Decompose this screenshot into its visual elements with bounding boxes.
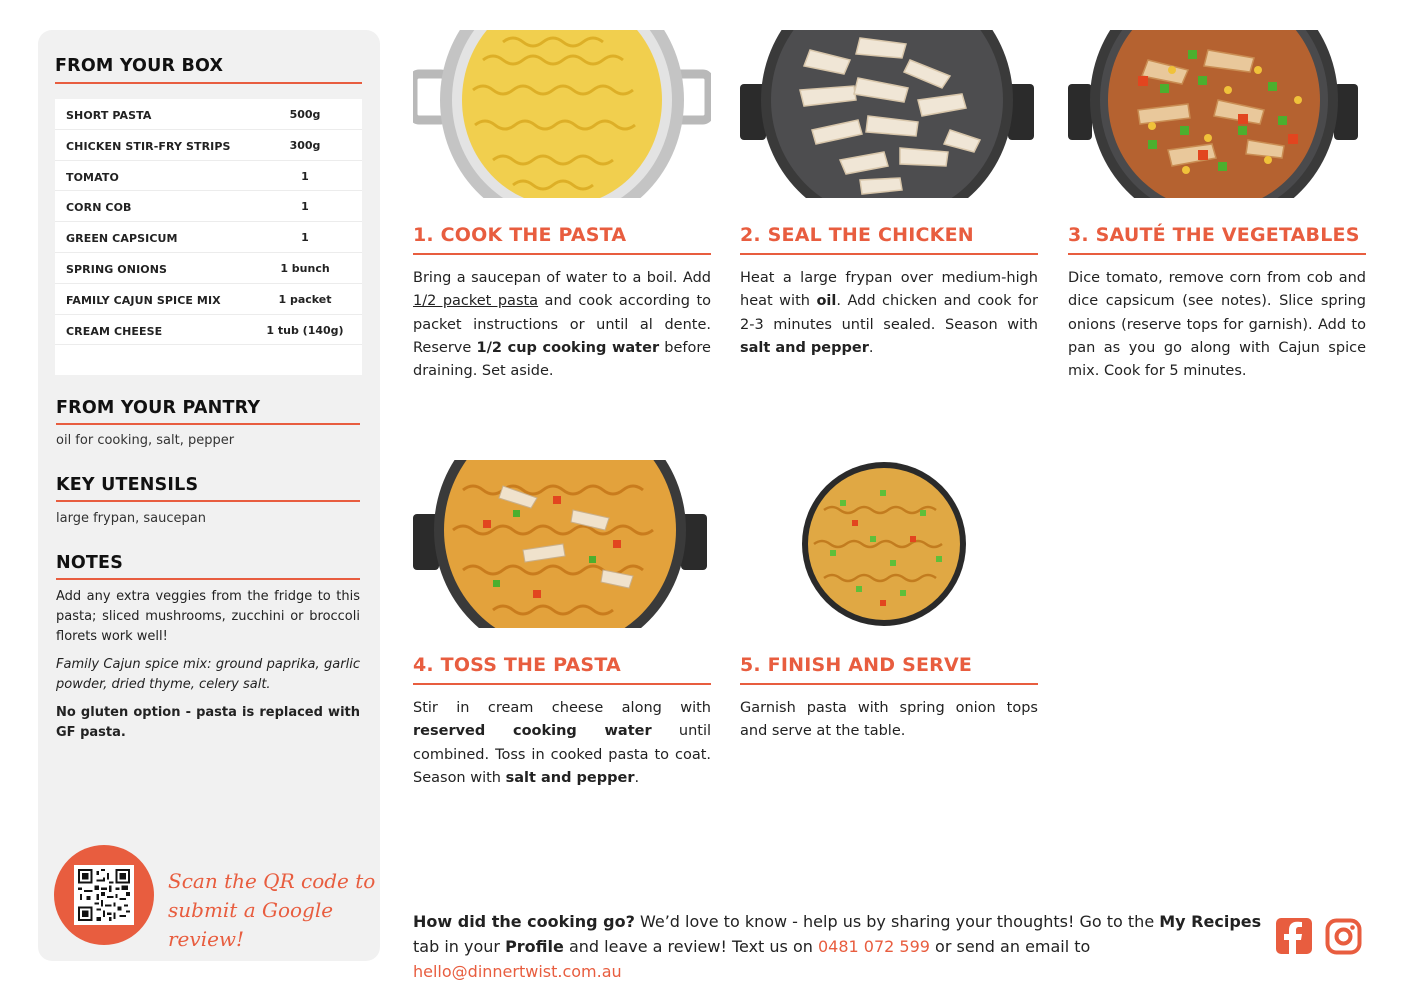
contact-link[interactable]: hello@dinnertwist.com.au	[413, 962, 622, 981]
instagram-icon[interactable]	[1325, 918, 1363, 956]
ingredient-qty: 1	[301, 200, 309, 214]
divider	[56, 500, 360, 502]
bold-text: oil	[816, 293, 837, 310]
ingredient-name: CORN COB	[66, 201, 132, 215]
text-run: or send an email to	[929, 937, 1091, 956]
step-3-instructions	[1068, 267, 1366, 383]
text-run: .	[634, 769, 640, 786]
ingredient-qty: 300g	[289, 138, 321, 152]
step-4-title: 4. TOSS THE PASTA	[413, 654, 621, 676]
divider	[56, 578, 360, 580]
notes-body	[56, 587, 360, 751]
ingredient-row	[55, 99, 362, 130]
qr-caption-line: submit a Google review!	[168, 898, 334, 951]
bold-text: reserved cooking water	[413, 723, 652, 740]
ingredient-name: SHORT PASTA	[66, 109, 152, 122]
bold-text: salt and pepper	[740, 339, 869, 356]
from-your-box-title: FROM YOUR BOX	[55, 56, 224, 76]
text-run: and leave a review! Text us on	[563, 937, 818, 956]
step-5-photo	[740, 460, 1038, 628]
ingredient-row	[55, 315, 362, 346]
text-run: Dice tomato, remove corn from cob and dice capsicum (see notes). Slice spring onions (reserve tops for garnish). Add to pan as you go along with Cajun spice mix. Cook for 5 minutes.	[1068, 270, 1366, 380]
text-run: .	[868, 339, 874, 356]
ingredient-row	[55, 253, 362, 284]
divider	[1068, 253, 1366, 255]
divider	[413, 683, 711, 685]
key-utensils-title: KEY UTENSILS	[56, 475, 199, 495]
text-run: We’d love to know - help us by sharing your thoughts! Go to the	[634, 912, 1160, 931]
notes-title: NOTES	[56, 553, 124, 573]
underlined-text: 1/2 packet pasta	[413, 293, 539, 310]
qr-caption-line: Scan the QR code to	[168, 869, 376, 893]
pantry-items: oil for cooking, salt, pepper	[56, 433, 235, 448]
text-run: Bring a saucepan of water to a boil. Add	[413, 270, 711, 286]
bold-text: salt and pepper	[505, 769, 635, 786]
step-5-title: 5. FINISH AND SERVE	[740, 654, 973, 676]
text-run: and cook according to packet instructions or until al dente. Reserve	[413, 293, 711, 356]
ingredient-row	[55, 222, 362, 253]
step-3-photo	[1068, 30, 1366, 198]
from-your-pantry-title: FROM YOUR PANTRY	[56, 398, 261, 418]
ingredient-name: FAMILY CAJUN SPICE MIX	[66, 293, 221, 307]
step-1-title: 1. COOK THE PASTA	[413, 224, 627, 246]
step-5-instructions	[740, 697, 1038, 744]
ingredient-name: TOMATO	[66, 170, 119, 184]
ingredient-name: GREEN CAPSICUM	[66, 232, 178, 246]
sidebar	[38, 30, 380, 961]
divider	[55, 82, 362, 84]
facebook-icon[interactable]	[1276, 918, 1314, 956]
ingredient-qty: 1 packet	[278, 292, 332, 306]
text-run: tab in your	[413, 937, 506, 956]
step-4-instructions	[413, 697, 711, 790]
ingredient-name: SPRING ONIONS	[66, 262, 168, 276]
bold-text: 1/2 cup cooking water	[476, 339, 660, 356]
qr-code-icon[interactable]	[74, 865, 134, 925]
review-callout	[413, 909, 1263, 984]
step-2-title: 2. SEAL THE CHICKEN	[740, 224, 974, 246]
note-veggies: Add any extra veggies from the fridge to this pasta; sliced mushrooms, zucchini or broccoli florets work well!	[56, 589, 360, 644]
qr-caption	[168, 867, 380, 954]
text-run: until combined. Toss in cooked pasta to coat. Season with	[413, 723, 711, 786]
step-1-instructions	[413, 267, 711, 383]
qr-code-badge[interactable]	[54, 845, 154, 945]
step-2-photo	[740, 30, 1038, 198]
text-run: Heat a large frypan over medium-high heat with	[740, 270, 1038, 310]
note-spice-mix: Family Cajun spice mix: ground paprika, garlic powder, dried thyme, celery salt.	[56, 657, 360, 692]
note-gluten-free: No gluten option - pasta is replaced with GF pasta.	[56, 705, 360, 740]
step-3-title: 3. SAUTÉ THE VEGETABLES	[1068, 224, 1360, 246]
ingredient-qty: 1	[301, 231, 309, 245]
contact-link[interactable]: 0481 072 599	[817, 937, 930, 956]
divider	[56, 423, 360, 425]
divider	[740, 683, 1038, 685]
ingredient-qty: 1 tub (140g)	[266, 323, 344, 337]
ingredient-qty: 1 bunch	[280, 261, 330, 275]
step-2-instructions	[740, 267, 1038, 360]
utensils-items: large frypan, saucepan	[56, 511, 206, 526]
ingredient-row	[55, 130, 362, 161]
text-run: Garnish pasta with spring onion tops and serve at the table.	[740, 700, 1038, 740]
bold-text: How did the cooking go?	[413, 912, 635, 931]
ingredient-qty: 1	[301, 169, 309, 183]
ingredient-name: CHICKEN STIR-FRY STRIPS	[66, 139, 231, 153]
bold-text: Profile	[505, 937, 564, 956]
ingredient-row	[55, 284, 362, 315]
ingredient-row	[55, 161, 362, 192]
ingredient-row	[55, 191, 362, 222]
ingredient-qty: 500g	[289, 108, 321, 121]
text-run: Stir in cream cheese along with	[413, 700, 711, 716]
step-4-photo	[413, 460, 711, 628]
text-run: before draining. Set aside.	[413, 339, 711, 380]
ingredient-name: CREAM CHEESE	[66, 324, 163, 338]
step-1-photo	[413, 30, 711, 198]
divider	[413, 253, 711, 255]
divider	[740, 253, 1038, 255]
text-run: . Add chicken and cook for 2-3 minutes until sealed. Season with	[740, 293, 1038, 333]
ingredients-table	[55, 99, 362, 375]
bold-text: My Recipes	[1159, 912, 1262, 931]
